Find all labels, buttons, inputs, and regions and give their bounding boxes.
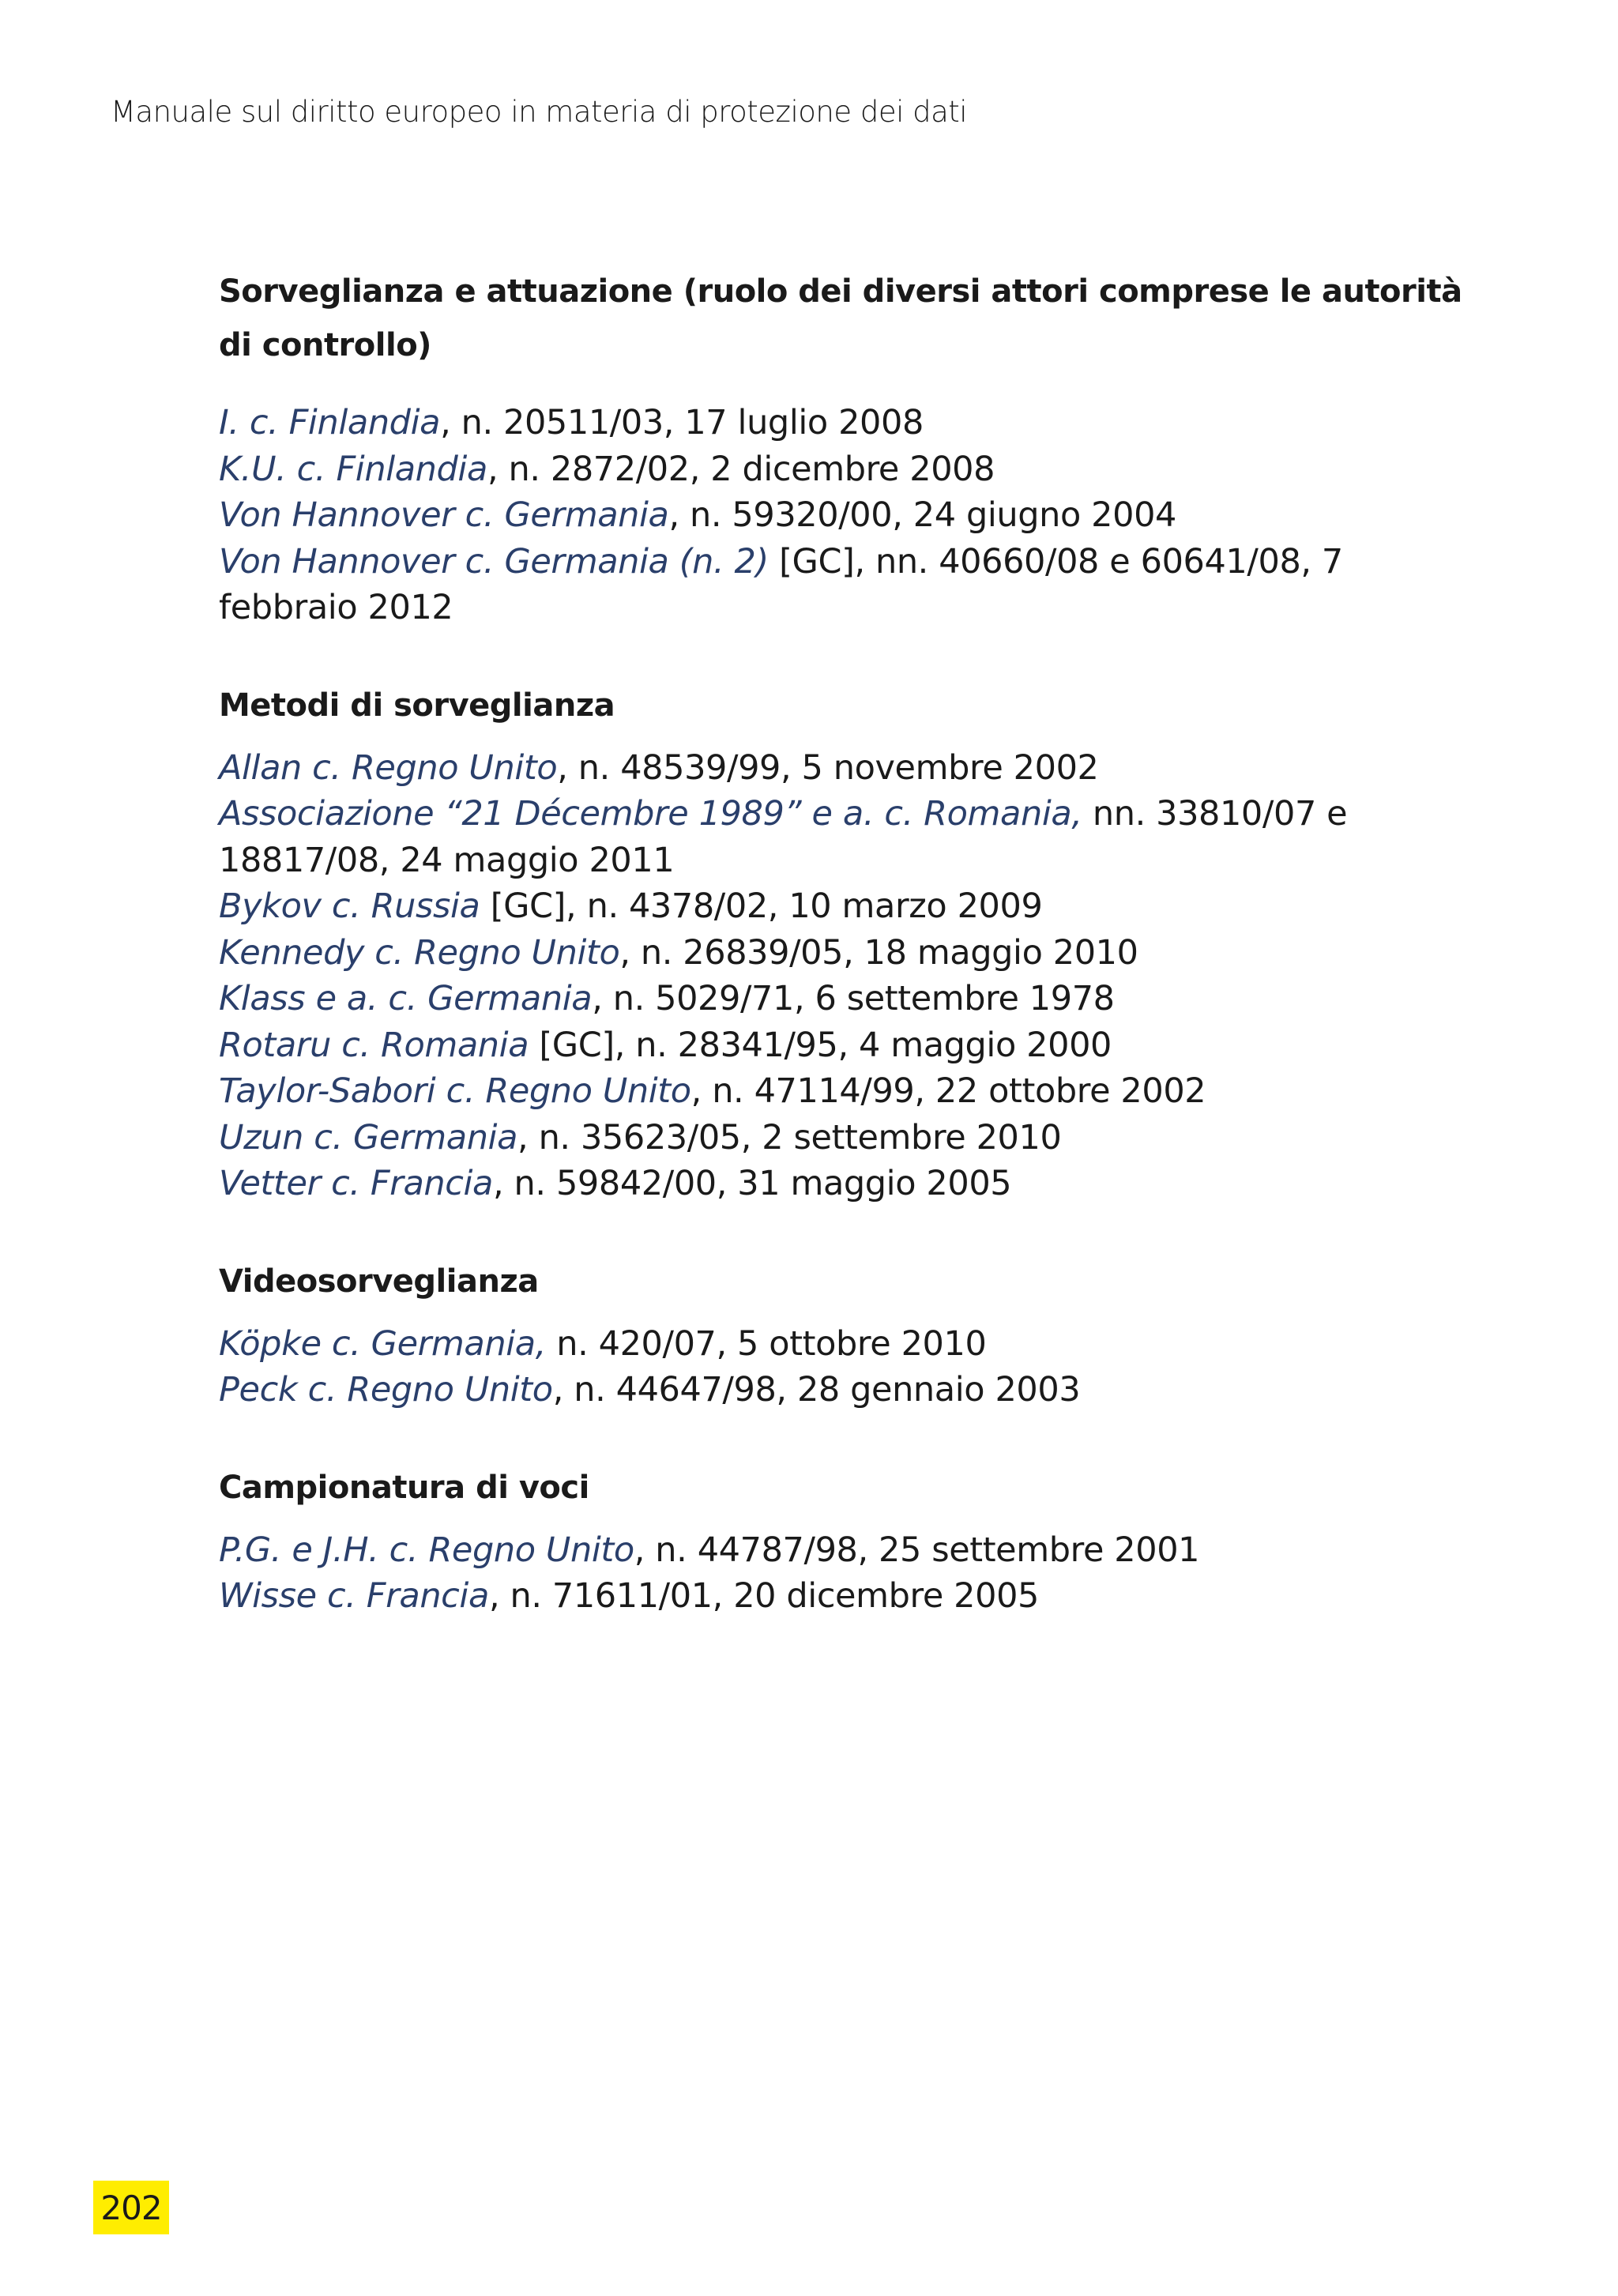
case-list (219, 745, 1475, 1207)
case-reference: , n. 20511/03, 17 luglio 2008 (440, 403, 924, 442)
case-name: Von Hannover c. Germania (219, 495, 669, 535)
case-name: Associazione “21 Décembre 1989” e a. c. Romania, (219, 794, 1082, 834)
case-name: Klass e a. c. Germania (219, 979, 593, 1018)
case-reference: n. 420/07, 5 ottobre 2010 (545, 1323, 987, 1364)
case-name: Köpke c. Germania, (219, 1323, 546, 1364)
case-name: Allan c. Regno Unito (219, 747, 558, 788)
case-reference: , n. 35623/05, 2 settembre 2010 (517, 1117, 1062, 1157)
case-entry (219, 1321, 1475, 1368)
case-entry (219, 1161, 1475, 1207)
section-title: Videosorveglianza (219, 1263, 539, 1300)
case-entry (219, 883, 1475, 930)
case-name: Peck c. Regno Unito (219, 1370, 553, 1410)
case-reference: , n. 5029/71, 6 settembre 1978 (592, 979, 1115, 1018)
case-name: Vetter c. Francia (219, 1164, 494, 1203)
section-supervision-enforcement (219, 265, 1475, 631)
section-title: Sorveglianza e attuazione (ruolo dei diversi attori comprese le autorità di controllo) (219, 273, 1462, 363)
section-surveillance-methods (219, 679, 1475, 1207)
section-video-surveillance (219, 1255, 1475, 1413)
case-reference: [GC], n. 4378/02, 10 marzo 2009 (480, 886, 1043, 926)
case-law-index (219, 265, 1475, 1620)
case-reference: [GC], n. 28341/95, 4 maggio 2000 (529, 1025, 1112, 1065)
case-reference: , n. 71611/01, 20 dicembre 2005 (488, 1576, 1039, 1616)
case-entry (219, 1367, 1475, 1413)
case-name: Wisse c. Francia (219, 1576, 489, 1616)
case-reference: , n. 44787/98, 25 settembre 2001 (634, 1530, 1200, 1570)
case-list (219, 400, 1475, 631)
case-name: I. c. Finlandia (219, 403, 441, 442)
case-entry (219, 539, 1475, 631)
case-name: Taylor-Sabori c. Regno Unito (219, 1071, 691, 1111)
case-entry (219, 1527, 1475, 1574)
section-title: Campionatura di voci (219, 1469, 589, 1506)
running-header: Manuale sul diritto europeo in materia di protezione dei dati (111, 95, 968, 129)
case-reference: [GC], nn. 40660/08 e 60641/08, 7 febbraio 2012 (219, 541, 1343, 627)
case-reference: , n. 59320/00, 24 giugno 2004 (668, 495, 1176, 535)
section-title: Metodi di sorveglianza (219, 687, 615, 724)
case-entry (219, 1573, 1475, 1620)
page-number-badge (93, 2181, 169, 2234)
case-reference: , n. 47114/99, 22 ottobre 2002 (690, 1071, 1206, 1111)
case-name: Bykov c. Russia (219, 886, 480, 926)
case-name: Von Hannover c. Germania (n. 2) (219, 541, 769, 582)
case-entry (219, 1022, 1475, 1069)
case-entry (219, 745, 1475, 792)
case-name: Rotaru c. Romania (219, 1025, 529, 1065)
case-entry (219, 976, 1475, 1022)
case-name: Uzun c. Germania (219, 1117, 518, 1157)
case-list (219, 1527, 1475, 1620)
case-reference: nn. 33810/07 e 18817/08, 24 maggio 2011 (219, 794, 1348, 880)
case-reference: , n. 48539/99, 5 novembre 2002 (557, 747, 1099, 788)
case-list (219, 1321, 1475, 1413)
case-entry (219, 1068, 1475, 1115)
case-entry (219, 400, 1475, 446)
case-name: K.U. c. Finlandia (219, 449, 487, 489)
case-entry (219, 930, 1475, 977)
case-name: Kennedy c. Regno Unito (219, 932, 620, 973)
case-entry (219, 1115, 1475, 1161)
case-reference: , n. 2872/02, 2 dicembre 2008 (487, 449, 995, 489)
case-reference: , n. 26839/05, 18 maggio 2010 (619, 932, 1138, 973)
case-reference: , n. 44647/98, 28 gennaio 2003 (552, 1370, 1081, 1410)
case-entry (219, 446, 1475, 493)
case-entry (219, 492, 1475, 539)
case-reference: , n. 59842/00, 31 maggio 2005 (493, 1164, 1012, 1203)
case-name: P.G. e J.H. c. Regno Unito (219, 1530, 634, 1570)
page-number: 202 (100, 2188, 162, 2227)
section-voice-sampling (219, 1461, 1475, 1620)
case-entry (219, 791, 1475, 883)
